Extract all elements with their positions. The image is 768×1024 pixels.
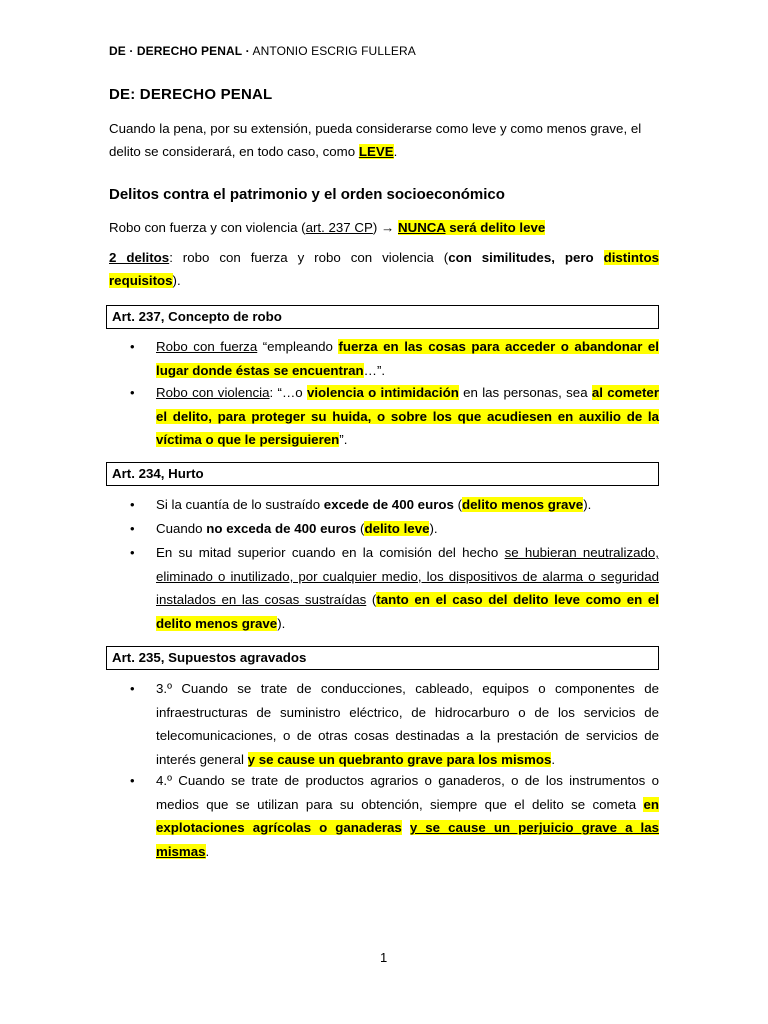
bullet-icon: • (130, 681, 135, 696)
bullet-icon: • (130, 339, 135, 354)
robo-line: Robo con fuerza y con violencia (art. 237 CP) → NUNCA será delito leve (109, 220, 546, 235)
header-de: DE (109, 44, 126, 58)
header-separator: · (129, 44, 134, 58)
intro-paragraph: Cuando la pena, por su extensión, pueda considerarse como leve y como menos grave, el delito se considerará, en todo caso, como LEVE. (109, 121, 642, 159)
list-item: • En su mitad superior cuando en la comisión del hecho se hubieran neutralizado, eliminado o inutilizado, por cualquier medio, los dispositivos de alarma o seguridad instalados en las cosas sustraídas (tanto en el caso del delito leve como en el delito menos grave). (109, 541, 659, 635)
list-item: • Cuando no exceda de 400 euros (delito leve). (109, 517, 659, 541)
header-author: ANTONIO ESCRIG FULLERA (252, 44, 416, 58)
list-item: • Robo con fuerza “empleando fuerza en las cosas para acceder o abandonar el lugar donde éstas se encuentran…”. (109, 335, 659, 382)
bullet-icon: • (130, 773, 135, 788)
section-heading: Delitos contra el patrimonio y el orden socioeconómico (109, 186, 505, 203)
page-title: DE: DERECHO PENAL (109, 86, 273, 103)
art237-heading-box: Art. 237, Concepto de robo (106, 305, 659, 329)
nunca-highlight: NUNCA (398, 220, 446, 235)
two-crimes-paragraph: 2 delitos: robo con fuerza y robo con violencia (con similitudes, pero distintos requisitos). (109, 250, 659, 288)
list-item: • Si la cuantía de lo sustraído excede de 400 euros (delito menos grave). (109, 493, 659, 517)
bullet-icon: • (130, 545, 135, 560)
two-crimes-lead: 2 delitos (109, 250, 170, 265)
bullet-icon: • (130, 521, 135, 536)
art234-heading-box: Art. 234, Hurto (106, 462, 659, 486)
running-header (109, 44, 416, 58)
header-separator: · (245, 44, 250, 58)
bullet-icon: • (130, 497, 135, 512)
list-item: • 4.º Cuando se trate de productos agrarios o ganaderos, o de los instrumentos o medios que se utilizan para su obtención, siempre que el delito se cometa en explotaciones agrícolas o ganaderas y se cause un perjuicio grave a las mismas. (109, 769, 659, 863)
arrow-icon: → (381, 220, 395, 235)
leve-note: será delito leve (445, 220, 546, 235)
article-link[interactable]: art. 237 CP (305, 220, 373, 235)
bullet-icon: • (130, 385, 135, 400)
list-item: • Robo con violencia: “…o violencia o intimidación en las personas, sea al cometer el delito, para proteger su huida, o sobre los que acudiesen en auxilio de la víctima o que le persiguieren”. (109, 381, 659, 452)
list-item: • 3.º Cuando se trate de conducciones, cableado, equipos o componentes de infraestructuras de suministro eléctrico, de hidrocarburo o de los servicios de telecomunicaciones, o de otras cosas destinadas a la prestación de servicios de interés general y se cause un quebranto grave para los mismos. (109, 677, 659, 771)
header-subject: DERECHO PENAL (136, 44, 243, 58)
leve-highlight: LEVE (358, 144, 394, 159)
page-number: 1 (380, 950, 388, 965)
art235-heading-box: Art. 235, Supuestos agravados (106, 646, 659, 670)
distintos-highlight: distintos requisitos (109, 250, 659, 288)
